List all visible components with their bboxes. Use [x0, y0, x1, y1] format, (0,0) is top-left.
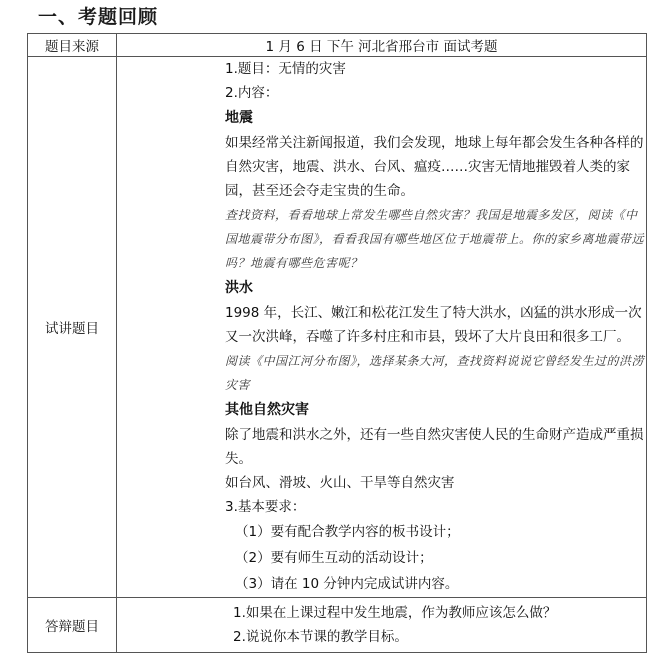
defense-content [117, 598, 647, 653]
earthquake-text: 如果经常关注新闻报道，我们会发现，地球上每年都会发生各种各样的自然灾害，地震、洪水、台风、瘟疫……灾害无情地摧毁着人类的家园，甚至还会夺走宝贵的生命。 [225, 135, 644, 199]
requirement-3: （3）请在 10 分钟内完成试讲内容。 [235, 576, 459, 592]
earthquake-note: 查找资料，看看地球上常发生哪些自然灾害？我国是地震多发区，阅读《中国地震带分布图》，看看我国有哪些地区位于地震带上。你的家乡离地震带远吗？地震有哪些危害呢？ [225, 208, 645, 270]
exam-table [27, 33, 647, 653]
flood-heading: 洪水 [225, 280, 253, 296]
defense-question-1: 1.如果在上课过程中发生地震，作为教师应该怎么做？ [233, 605, 557, 621]
source-value: 1 月 6 日 下午 河北省邢台市 面试考题 [117, 34, 647, 57]
requirement-1: （1）要有配合教学内容的板书设计； [235, 524, 460, 540]
content-label: 2.内容： [225, 85, 279, 101]
flood-text: 1998 年，长江、嫩江和松花江发生了特大洪水，凶猛的洪水形成一次又一次洪峰，吞噬了许多村庄和市县，毁坏了大片良田和很多工厂。 [225, 305, 642, 345]
source-row [28, 34, 647, 57]
earthquake-heading: 地震 [225, 110, 253, 126]
source-label: 题目来源 [28, 34, 117, 57]
other-text-2: 如台风、滑坡、火山、干旱等自然灾害 [225, 475, 455, 491]
defense-question-2: 2.说说你本节课的教学目标。 [233, 629, 408, 645]
section-heading: 一、考题回顾 [38, 6, 159, 28]
requirement-2: （2）要有师生互动的活动设计； [235, 550, 433, 566]
trial-row [28, 57, 647, 598]
trial-label: 试讲题目 [28, 57, 117, 598]
other-heading: 其他自然灾害 [225, 402, 309, 418]
trial-content [117, 57, 647, 598]
flood-note: 阅读《中国江河分布图》，选择某条大河，查找资料说说它曾经发生过的洪涝灾害 [225, 354, 645, 392]
defense-label: 答辩题目 [28, 598, 117, 653]
trial-title: 1.题目：无情的灾害 [225, 61, 346, 77]
other-text-1: 除了地震和洪水之外，还有一些自然灾害使人民的生命财产造成严重损失。 [225, 427, 644, 467]
defense-row [28, 598, 647, 653]
requirements-label: 3.基本要求： [225, 499, 306, 515]
